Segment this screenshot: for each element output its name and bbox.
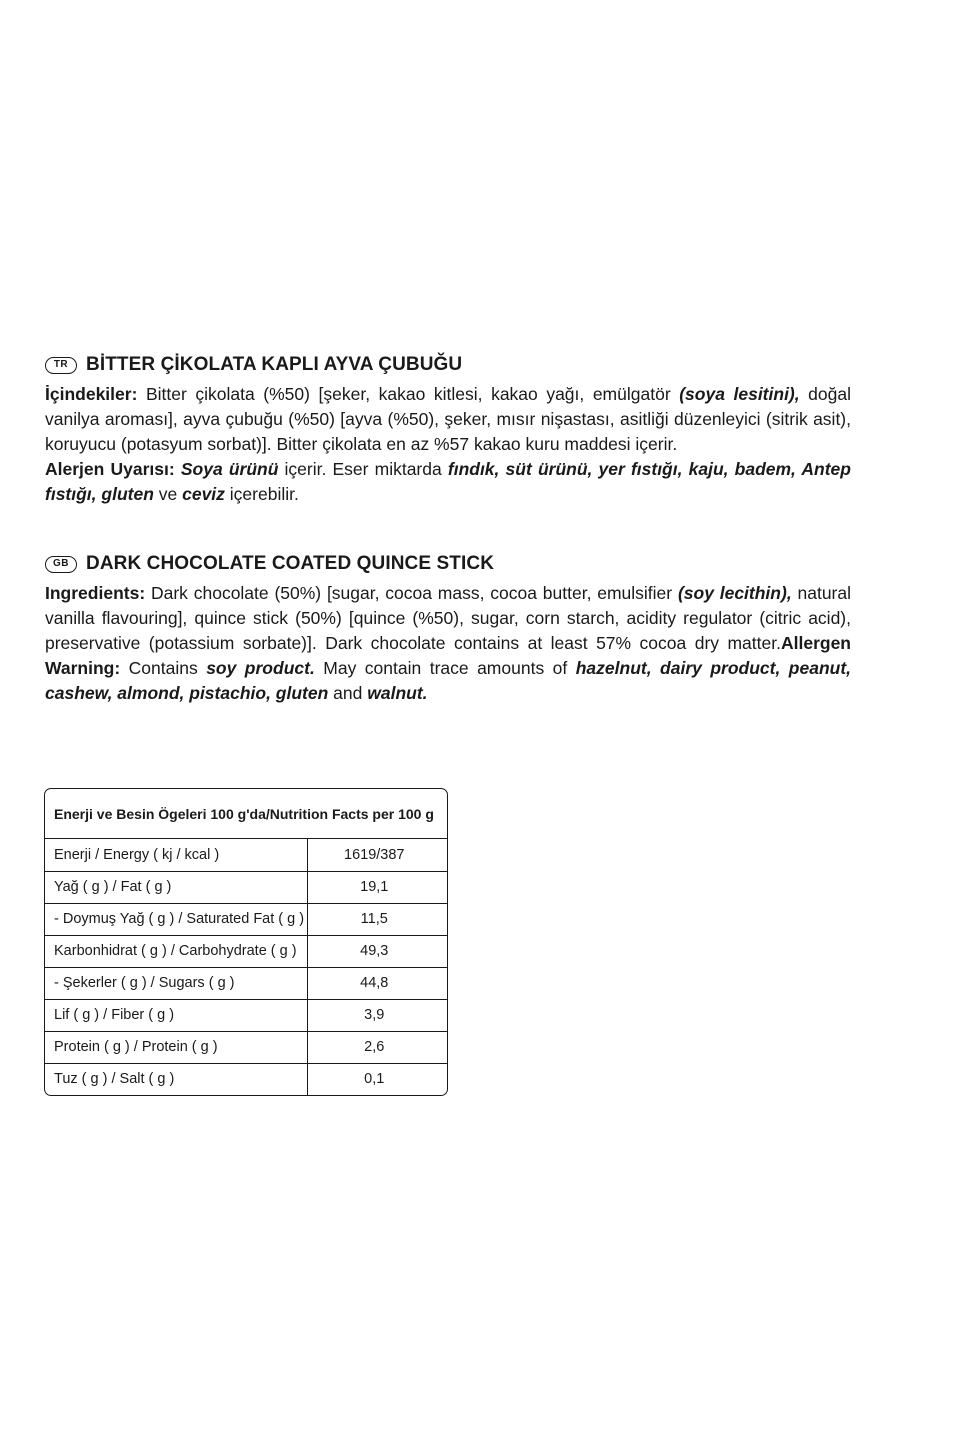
nutrient-label: Tuz ( g ) / Salt ( g ) (45, 1063, 307, 1095)
turkish-allergen-label: Alerjen Uyarısı: (45, 459, 175, 479)
nutrient-label: - Şekerler ( g ) / Sugars ( g ) (45, 967, 307, 999)
turkish-ingredients-allergen: (soya lesitini), (679, 384, 800, 404)
nutrient-value: 11,5 (307, 903, 447, 935)
english-section (45, 551, 851, 706)
turkish-allergen-traces: fındık, süt ürünü, yer fıstığı, kaju, badem, Antep fıstığı, gluten (45, 459, 851, 504)
turkish-allergen-end: içerebilir. (224, 484, 299, 504)
nutrient-label: Karbonhidrat ( g ) / Carbohydrate ( g ) (45, 935, 307, 967)
nutrient-label: Lif ( g ) / Fiber ( g ) (45, 999, 307, 1031)
nutrient-value: 49,3 (307, 935, 447, 967)
nutrient-label: Enerji / Energy ( kj / kcal ) (45, 839, 307, 871)
turkish-product-title: BİTTER ÇİKOLATA KAPLI AYVA ÇUBUĞU (86, 354, 463, 375)
english-allergen-text: May contain trace amounts of (314, 658, 576, 678)
table-row (45, 967, 447, 999)
english-product-title: DARK CHOCOLATE COATED QUINCE STICK (86, 553, 495, 574)
nutrition-facts-table (44, 788, 448, 1096)
turkish-ingredients-label: İçindekiler: (45, 384, 138, 404)
table-row (45, 903, 447, 935)
english-ingredients-label: Ingredients: (45, 583, 146, 603)
english-heading (45, 551, 851, 577)
english-ingredients-text (45, 581, 851, 706)
nutrient-label: Protein ( g ) / Protein ( g ) (45, 1031, 307, 1063)
nutrient-value: 0,1 (364, 1071, 385, 1088)
nutrient-label: Yağ ( g ) / Fat ( g ) (45, 871, 307, 903)
english-allergen-and: and (328, 683, 368, 703)
turkish-allergen-text: içerir. Eser miktarda (278, 459, 448, 479)
nutrient-value: 3,9 (307, 999, 447, 1031)
turkish-allergen-last: ceviz (182, 484, 225, 504)
english-allergen-contains: soy product. (206, 658, 315, 678)
english-allergen-last: walnut. (367, 683, 428, 703)
turkish-ingredients-part1: Bitter çikolata (%50) [şeker, kakao kitlesi, kakao yağı, emülgatör (137, 384, 680, 404)
table-row (45, 1063, 447, 1095)
nutrient-value: 1619/387 (307, 839, 447, 871)
turkish-ingredients-part2: doğal vanilya aroması], ayva çubuğu (%50) [ayva (%50), şeker, mısır nişastası, asitliği düzenleyici (sitrik asit), koruyucu (potasyum sorbat)]. Bitter çikolata en az %57 kakao kuru maddesi içerir. (45, 384, 852, 454)
turkish-section (45, 352, 851, 507)
table-row (45, 1031, 447, 1063)
english-allergen-text0: Contains (120, 658, 207, 678)
table-row (45, 871, 447, 903)
table-row (45, 999, 447, 1031)
turkish-heading (45, 352, 851, 378)
tr-country-badge: TR (45, 357, 77, 374)
english-ingredients-part1: Dark chocolate (50%) [sugar, cocoa mass, cocoa butter, emulsifier (145, 583, 678, 603)
english-allergen-label: Allergen Warning: (45, 633, 851, 678)
nutrient-value: 19,1 (307, 871, 447, 903)
nutrition-rows (45, 839, 447, 1095)
table-row (45, 935, 447, 967)
table-row (45, 839, 447, 871)
nutrient-label: - Doymuş Yağ ( g ) / Saturated Fat ( g ) (45, 903, 307, 935)
english-ingredients-allergen: (soy lecithin), (677, 583, 792, 603)
nutrient-value: 2,6 (307, 1031, 447, 1063)
nutrient-value: 44,8 (307, 967, 447, 999)
english-allergen-traces: hazelnut, dairy product, peanut, cashew, almond, pistachio, gluten (45, 658, 852, 703)
nutrition-table-caption: Enerji ve Besin Ögeleri 100 g'da/Nutrition Facts per 100 g (45, 789, 447, 839)
turkish-ingredients-text (45, 382, 851, 507)
turkish-allergen-and: ve (153, 484, 183, 504)
english-ingredients-part2: natural vanilla flavouring], quince stick (50%) [quince (%50), sugar, corn starch, acidity regulator (citric acid), preservative (potassium sorbate)]. Dark chocolate contains at least 57% cocoa dry matter. (45, 583, 852, 653)
gb-country-badge: GB (45, 556, 77, 573)
turkish-allergen-contains: Soya ürünü (180, 459, 279, 479)
